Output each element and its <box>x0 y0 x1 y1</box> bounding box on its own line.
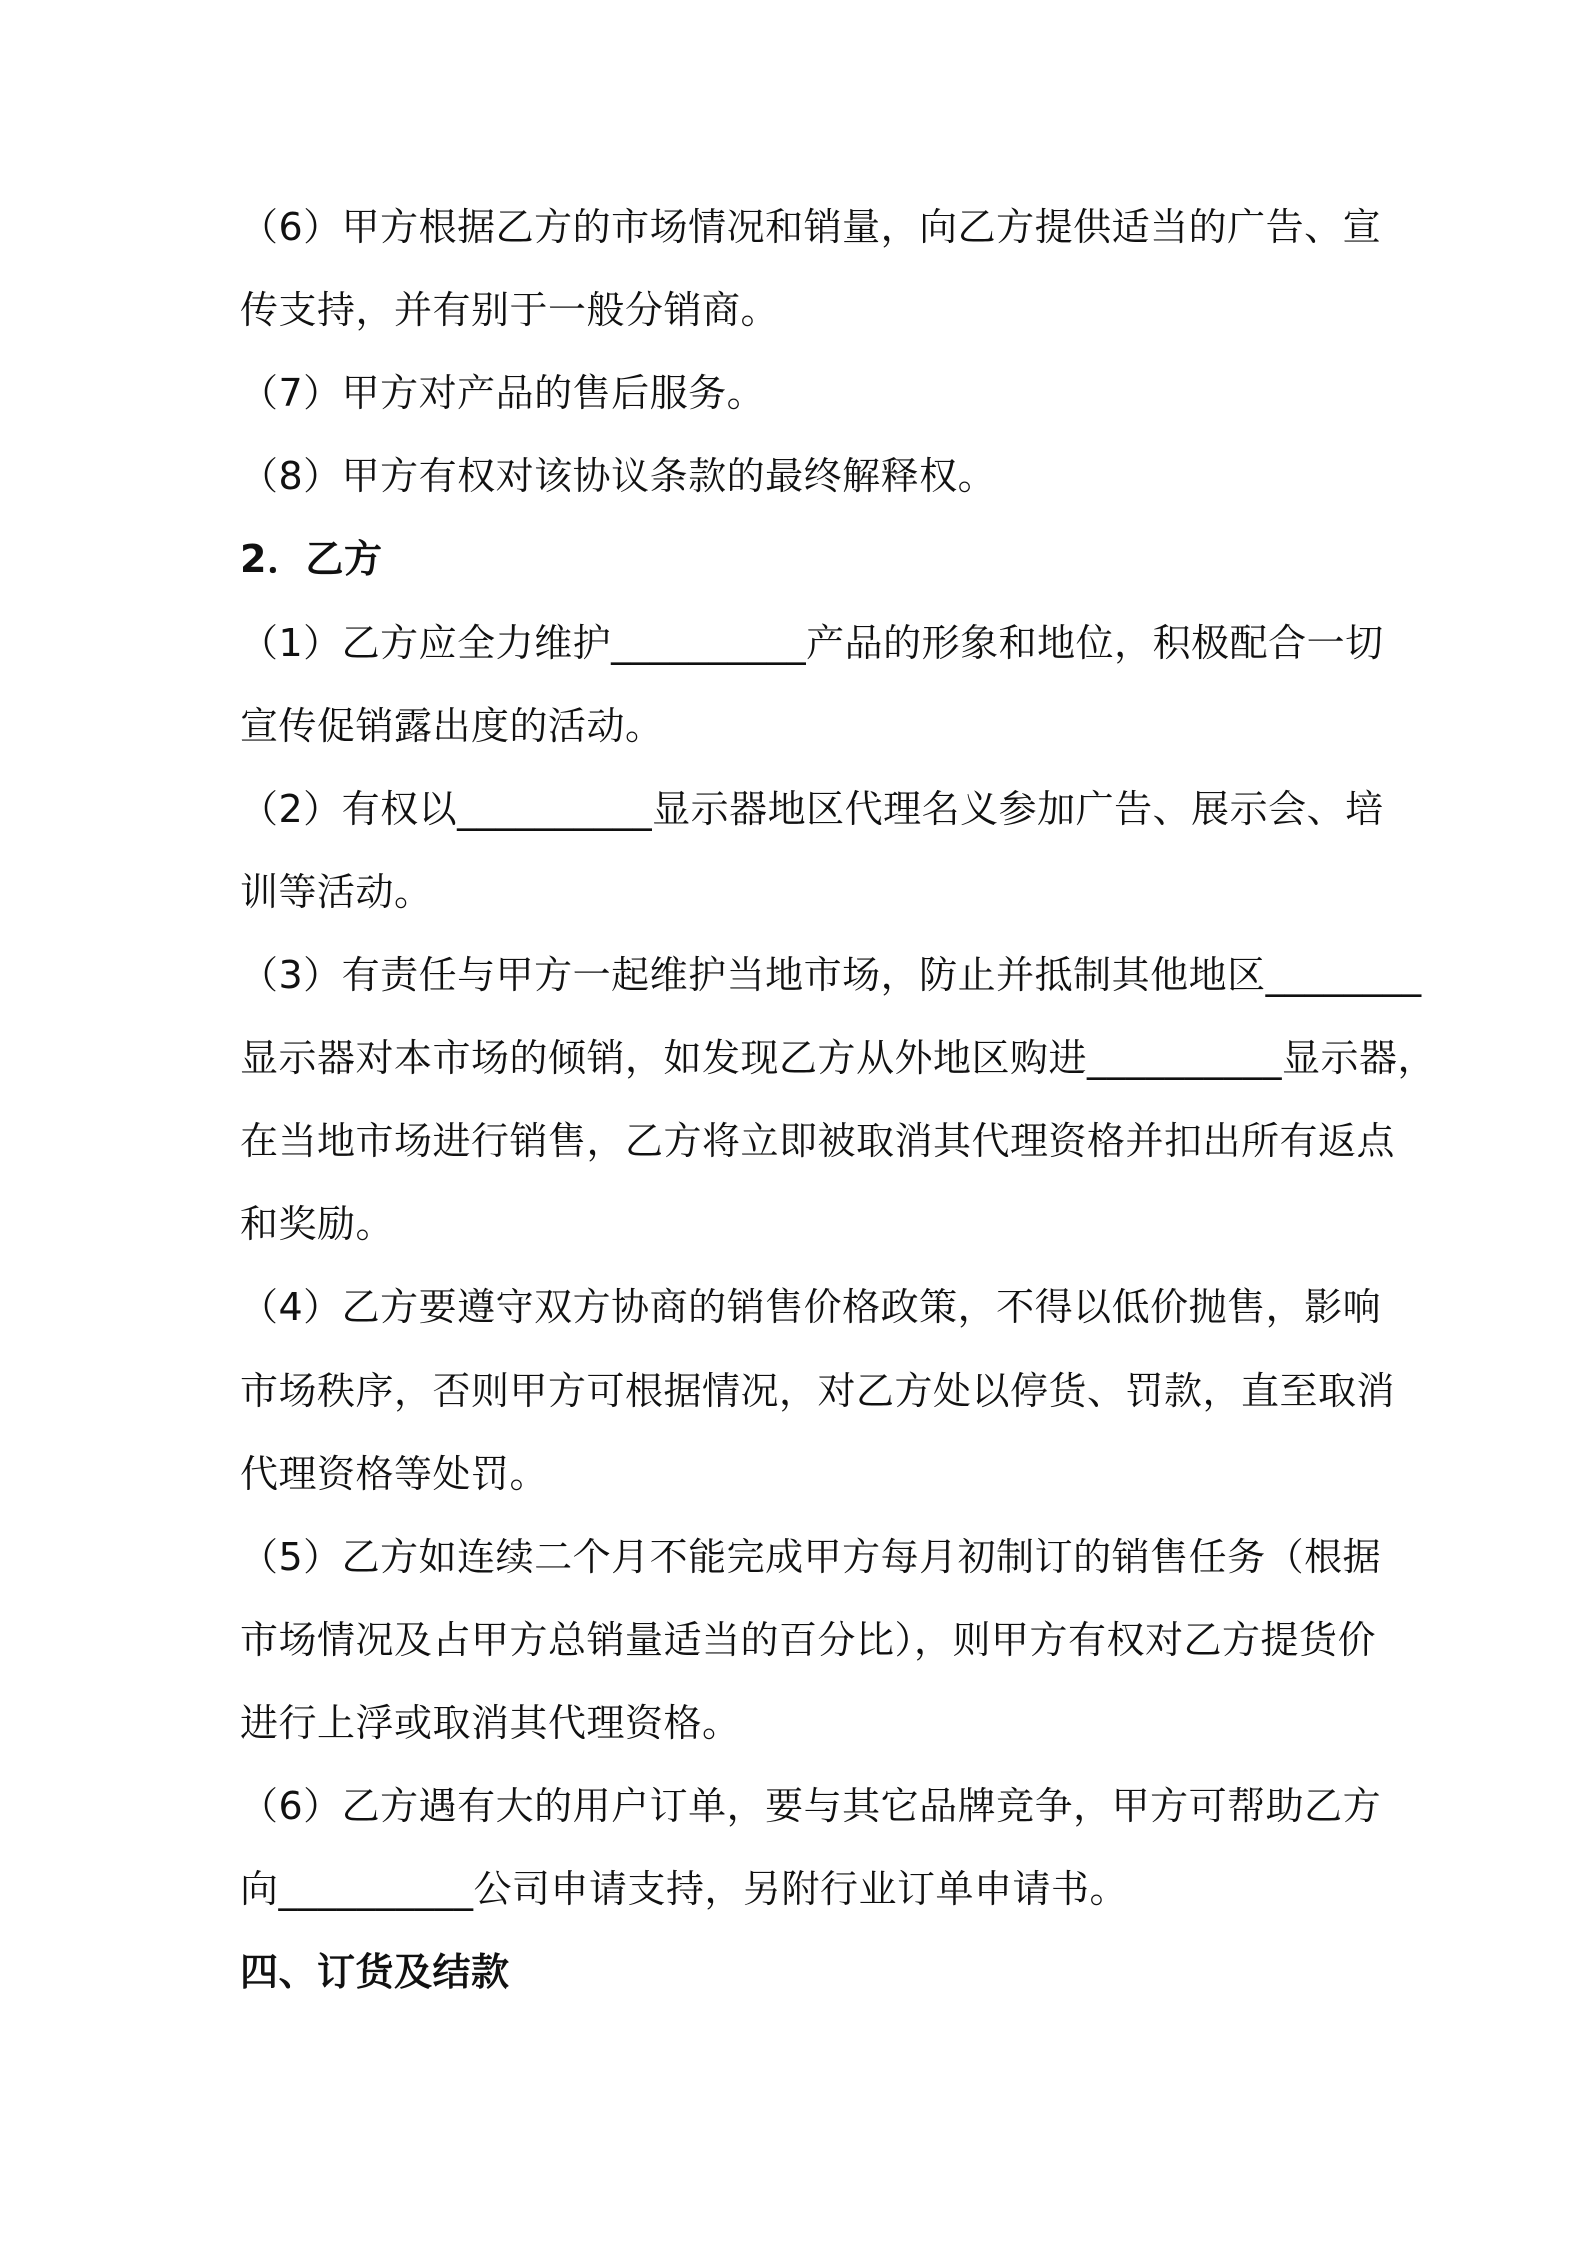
clause-a6-line1: （6）甲方根据乙方的市场情况和销量，向乙方提供适当的广告、宣 <box>240 205 1382 249</box>
clause-b1-line2: 宣传促销露出度的活动。 <box>240 704 664 748</box>
clause-b3-line2: 显示器对本市场的倾销，如发现乙方从外地区购进__________显示器， <box>240 1036 1437 1080</box>
clause-b4-line2: 市场秩序，否则甲方可根据情况，对乙方处以停货、罚款，直至取消 <box>240 1369 1396 1413</box>
clause-b6-line2: 向__________公司申请支持，另附行业订单申请书。 <box>240 1867 1129 1911</box>
clause-b5-line3: 进行上浮或取消其代理资格。 <box>240 1701 741 1745</box>
clause-a8: （8）甲方有权对该协议条款的最终解释权。 <box>240 454 997 498</box>
clause-b4-line1: （4）乙方要遵守双方协商的销售价格政策，不得以低价抛售，影响 <box>240 1285 1382 1329</box>
section-4-heading: 四、订货及结款 <box>240 1950 510 1994</box>
clause-b3-line4: 和奖励。 <box>240 1202 395 1246</box>
clause-b3-line1: （3）有责任与甲方一起维护当地市场，防止并抵制其他地区________ <box>240 953 1422 997</box>
clause-b1-line1: （1）乙方应全力维护__________产品的形象和地位，积极配合一切 <box>240 621 1384 665</box>
clause-b4-line3: 代理资格等处罚。 <box>240 1452 549 1496</box>
clause-b5-line1: （5）乙方如连续二个月不能完成甲方每月初制订的销售任务（根据 <box>240 1535 1382 1579</box>
clause-b2-line1: （2）有权以__________显示器地区代理名义参加广告、展示会、培 <box>240 787 1384 831</box>
section-2-heading: 2．乙方 <box>240 537 383 581</box>
clause-b2-line2: 训等活动。 <box>240 870 433 914</box>
clause-a7: （7）甲方对产品的售后服务。 <box>240 371 766 415</box>
clause-b6-line1: （6）乙方遇有大的用户订单，要与其它品牌竞争，甲方可帮助乙方 <box>240 1784 1382 1828</box>
clause-b3-line3: 在当地市场进行销售，乙方将立即被取消其代理资格并扣出所有返点 <box>240 1119 1396 1163</box>
clause-a6-line2: 传支持，并有别于一般分销商。 <box>240 288 780 332</box>
clause-b5-line2: 市场情况及占甲方总销量适当的百分比），则甲方有权对乙方提货价 <box>240 1618 1377 1662</box>
